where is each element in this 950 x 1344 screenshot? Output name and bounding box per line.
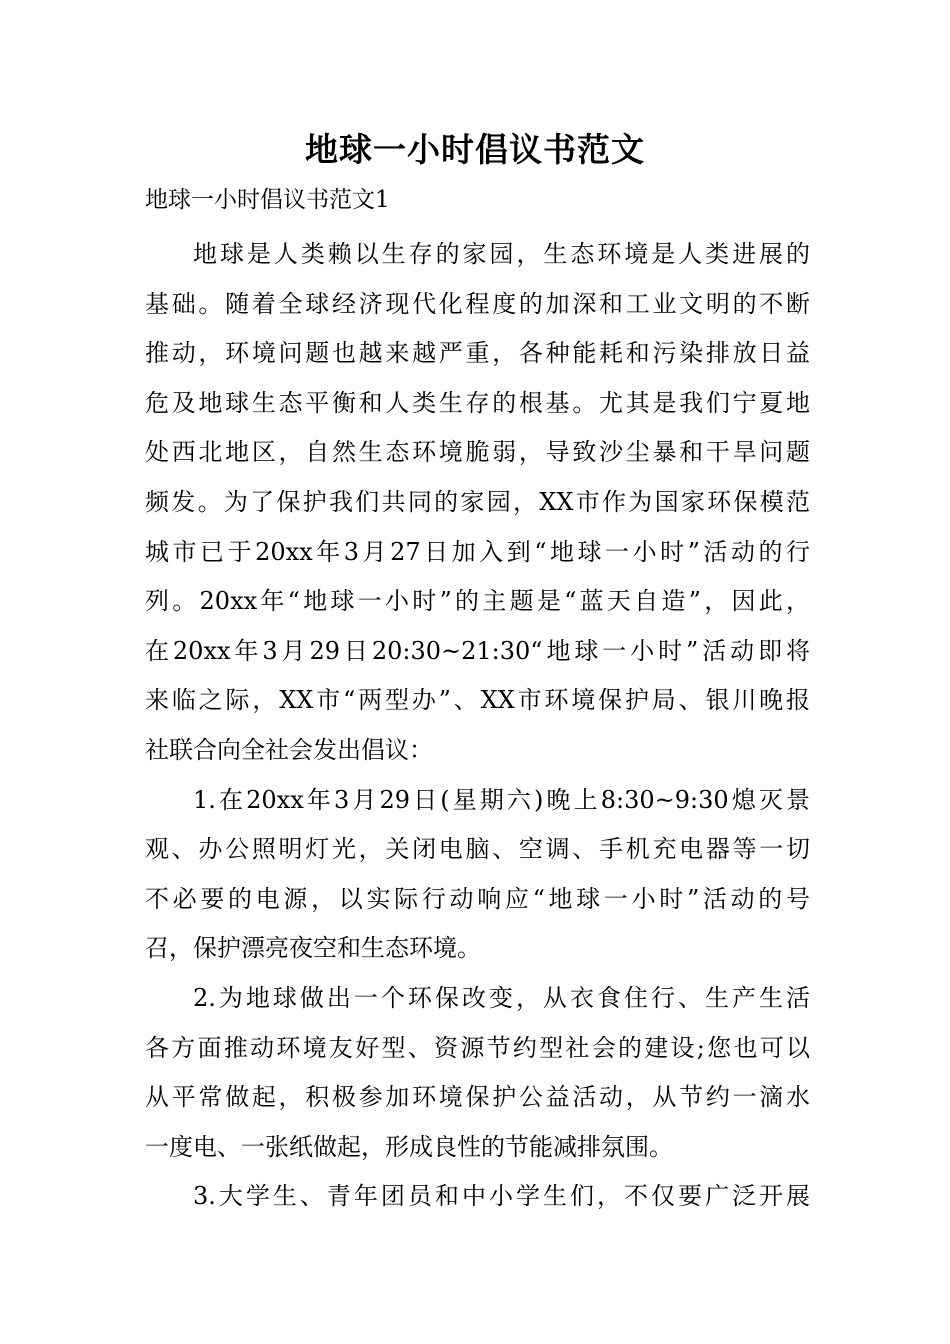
document-body (145, 230, 810, 1222)
document-title: 地球一小时倡议书范文 (305, 130, 645, 169)
paragraph-line: 基础。随着全球经济现代化程度的加深和工业文明的不断 (145, 289, 810, 318)
paragraph-line: 社联合向全社会发出倡议： (145, 735, 433, 764)
paragraph-line: 危及地球生态平衡和人类生存的根基。尤其是我们宁夏地 (145, 388, 810, 417)
paragraph-line: 频发。为了保护我们共同的家园，XX市作为国家环保模范 (145, 487, 810, 516)
paragraph-line: 观、办公照明灯光，关闭电脑、空调、手机充电器等一切 (145, 835, 810, 864)
paragraph-2 (145, 776, 810, 974)
paragraph-line: 处西北地区，自然生态环境脆弱，导致沙尘暴和干旱问题 (145, 438, 810, 467)
paragraph-line: 在20xx年3月29日20:30~21:30“地球一小时”活动即将 (145, 636, 810, 665)
paragraph-line: 3.大学生、青年团员和中小学生们，不仅要广泛开展 (193, 1182, 810, 1211)
document-subtitle: 地球一小时倡议书范文1 (145, 187, 390, 213)
paragraph-line: 推动，环境问题也越来越严重，各种能耗和污染排放日益 (145, 339, 810, 368)
paragraph-line: 一度电、一张纸做起，形成良性的节能减排氛围。 (145, 1132, 673, 1161)
paragraph-line: 从平常做起，积极参加环境保护公益活动，从节约一滴水 (145, 1083, 810, 1112)
paragraph-line: 城市已于20xx年3月27日加入到“地球一小时”活动的行 (145, 537, 810, 566)
paragraph-line: 各方面推动环境友好型、资源节约型社会的建设;您也可以 (145, 1033, 810, 1062)
paragraph-line: 来临之际，XX市“两型办”、XX市环境保护局、银川晚报 (145, 686, 810, 715)
paragraph-line: 不必要的电源，以实际行动响应“地球一小时”活动的号 (145, 884, 810, 913)
paragraph-line: 列。20xx年“地球一小时”的主题是“蓝天自造”，因此， (145, 587, 810, 616)
paragraph-1 (145, 230, 810, 776)
paragraph-line: 召，保护漂亮夜空和生态环境。 (145, 934, 481, 963)
paragraph-line: 地球是人类赖以生存的家园，生态环境是人类进展的 (193, 240, 810, 268)
paragraph-line: 2.为地球做出一个环保改变，从衣食住行、生产生活 (193, 983, 810, 1012)
paragraph-4 (145, 1172, 810, 1222)
paragraph-line: 1.在20xx年3月29日(星期六)晚上8:30~9:30熄灭景 (193, 785, 810, 814)
paragraph-3 (145, 974, 810, 1172)
